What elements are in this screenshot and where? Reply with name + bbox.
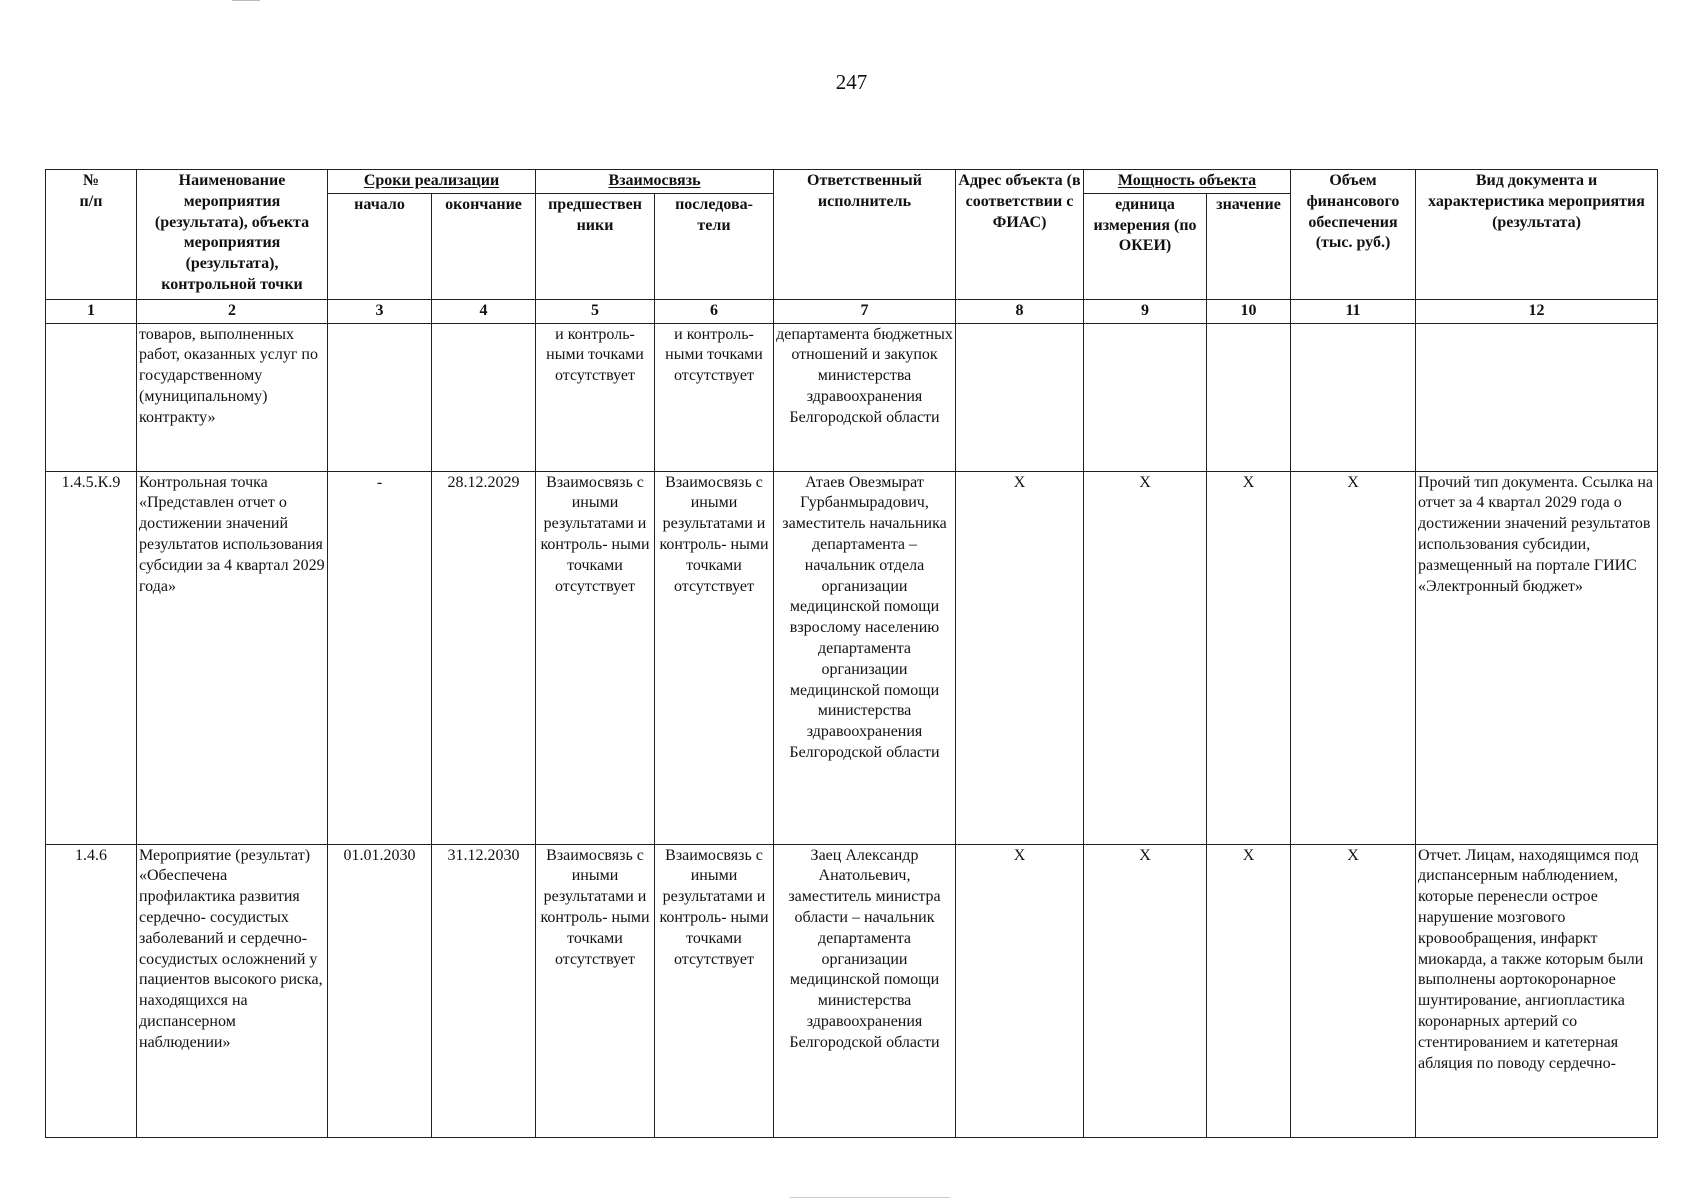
column-number: 11 [1291, 299, 1416, 323]
column-number: 3 [328, 299, 432, 323]
cell-value: Х [1207, 844, 1291, 1137]
cell-unit: Х [1084, 471, 1207, 844]
column-number: 8 [956, 299, 1084, 323]
column-number: 12 [1416, 299, 1658, 323]
cell-predecessors: Взаимосвязь с иными результатами и контроль- ными точками отсутствует [536, 844, 655, 1137]
cell-successors: Взаимосвязь с иными результатами и контроль- ными точками отсутствует [655, 844, 774, 1137]
cell-document [1416, 323, 1658, 471]
cell-responsible: департамента бюджетных отношений и закупок министерства здравоохранения Белгородской области [774, 323, 956, 471]
header-unit: единица измерения (по ОКЕИ) [1084, 193, 1207, 299]
cell-name: Контрольная точка «Представлен отчет о достижении значений результатов использования субсидии за 4 квартал 2029 года» [137, 471, 328, 844]
column-number: 2 [137, 299, 328, 323]
plan-table [45, 169, 1658, 1138]
scan-mark [232, 0, 260, 1]
cell-end [432, 323, 536, 471]
header-address: Адрес объекта (в соответствии с ФИАС) [956, 170, 1084, 300]
cell-finance: Х [1291, 471, 1416, 844]
cell-unit [1084, 323, 1207, 471]
cell-finance: Х [1291, 844, 1416, 1137]
header-document: Вид документа и характеристика мероприятия (результата) [1416, 170, 1658, 300]
header-number: № п/п [46, 170, 137, 300]
header-terms: Сроки реализации [328, 170, 536, 194]
column-number: 10 [1207, 299, 1291, 323]
cell-end: 28.12.2029 [432, 471, 536, 844]
header-finance: Объем финансового обеспечения (тыс. руб.) [1291, 170, 1416, 300]
cell-number: 1.4.6 [46, 844, 137, 1137]
cell-responsible: Атаев Овезмырат Гурбанмырадович, заместитель начальника департамента – начальник отдела организации медицинской помощи взрослому населению департамента организации медицинской помощи министерства здравоохранения Белгородской области [774, 471, 956, 844]
page-number: 247 [835, 70, 868, 94]
cell-name: Мероприятие (результат) «Обеспечена профилактика развития сердечно- сосудистых заболеваний и сердечно- сосудистых осложнений у пациентов высокого риска, находящихся на диспансерном наблюдении» [137, 844, 328, 1137]
cell-number [46, 323, 137, 471]
column-number: 9 [1084, 299, 1207, 323]
column-number: 6 [655, 299, 774, 323]
cell-start [328, 323, 432, 471]
cell-name: товаров, выполненных работ, оказанных услуг по государственному (муниципальному) контракту» [137, 323, 328, 471]
cell-address: Х [956, 844, 1084, 1137]
column-number: 7 [774, 299, 956, 323]
cell-successors: Взаимосвязь с иными результатами и контроль- ными точками отсутствует [655, 471, 774, 844]
cell-start: 01.01.2030 [328, 844, 432, 1137]
cell-responsible: Заец Александр Анатольевич, заместитель министра области – начальник департамента организации медицинской помощи министерства здравоохранения Белгородской области [774, 844, 956, 1137]
cell-document: Прочий тип документа. Ссылка на отчет за 4 квартал 2029 года о достижении значений результатов использования субсидии, размещенный на портале ГИИС «Электронный бюджет» [1416, 471, 1658, 844]
table-row [46, 844, 1658, 1137]
header-end: окончание [432, 193, 536, 299]
cell-number: 1.4.5.К.9 [46, 471, 137, 844]
cell-finance [1291, 323, 1416, 471]
column-number: 1 [46, 299, 137, 323]
header-start: начало [328, 193, 432, 299]
cell-address: Х [956, 471, 1084, 844]
table-row [46, 471, 1658, 844]
header-value: значение [1207, 193, 1291, 299]
cell-unit: Х [1084, 844, 1207, 1137]
header-predecessors: предшествен ники [536, 193, 655, 299]
header-successors: последова- тели [655, 193, 774, 299]
cell-predecessors: и контроль- ными точками отсутствует [536, 323, 655, 471]
column-number: 4 [432, 299, 536, 323]
header-responsible: Ответственный исполнитель [774, 170, 956, 300]
header-capacity: Мощность объекта [1084, 170, 1291, 194]
header-name: Наименование мероприятия (результата), объекта мероприятия (результата), контрольной точки [137, 170, 328, 300]
cell-address [956, 323, 1084, 471]
cell-value [1207, 323, 1291, 471]
table-row [46, 323, 1658, 471]
scan-mark [790, 1197, 950, 1198]
cell-value: Х [1207, 471, 1291, 844]
cell-start: - [328, 471, 432, 844]
column-number: 5 [536, 299, 655, 323]
cell-end: 31.12.2030 [432, 844, 536, 1137]
cell-predecessors: Взаимосвязь с иными результатами и контроль- ными точками отсутствует [536, 471, 655, 844]
cell-document: Отчет. Лицам, находящимся под диспансерным наблюдением, которые перенесли острое нарушение мозгового кровообращения, инфаркт миокарда, а также которым были выполнены аортокоронарное шунтирование, ангиопластика коронарных артерий со стентированием и катетерная абляция по поводу сердечно- [1416, 844, 1658, 1137]
cell-successors: и контроль- ными точками отсутствует [655, 323, 774, 471]
header-link: Взаимосвязь [536, 170, 774, 194]
